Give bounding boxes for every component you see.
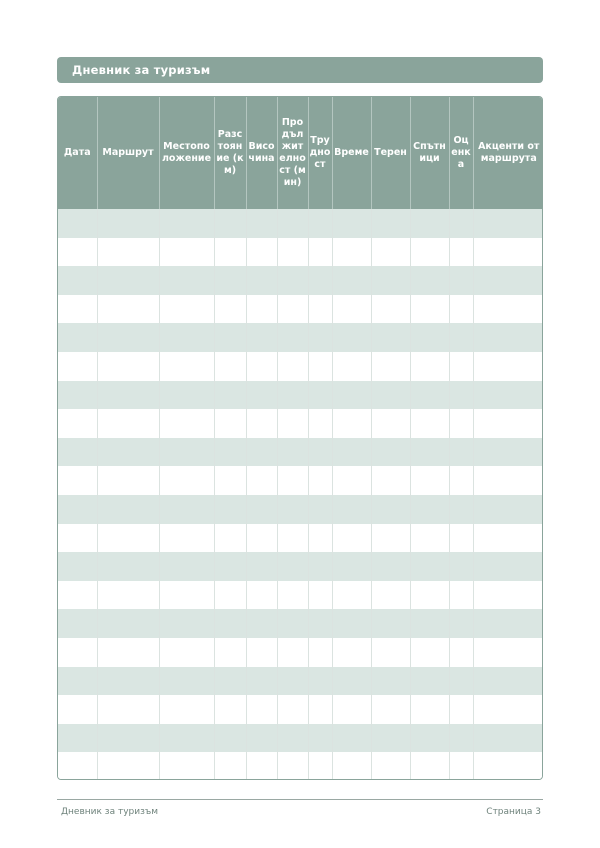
table-row (58, 581, 543, 610)
table-cell[interactable] (246, 238, 277, 267)
table-cell[interactable] (473, 695, 543, 724)
table-cell[interactable] (159, 438, 214, 467)
table-cell[interactable] (449, 438, 473, 467)
table-cell[interactable] (277, 638, 308, 667)
column-header-difficulty: Трудност (308, 97, 332, 209)
table-cell[interactable] (371, 409, 410, 438)
page-number: Страница 3 (486, 807, 541, 817)
table-cell[interactable] (332, 238, 371, 267)
table-cell[interactable] (308, 752, 332, 780)
table-cell[interactable] (97, 266, 159, 295)
table-cell[interactable] (410, 724, 449, 753)
table-row (58, 695, 543, 724)
table-cell[interactable] (332, 695, 371, 724)
table-cell[interactable] (97, 438, 159, 467)
table-cell[interactable] (410, 466, 449, 495)
table-cell[interactable] (308, 266, 332, 295)
table-cell[interactable] (332, 609, 371, 638)
table-cell[interactable] (277, 438, 308, 467)
table-cell[interactable] (97, 295, 159, 324)
table-cell[interactable] (371, 266, 410, 295)
table-cell[interactable] (332, 438, 371, 467)
table-cell[interactable] (473, 581, 543, 610)
table-cell[interactable] (277, 752, 308, 780)
table-cell[interactable] (371, 438, 410, 467)
table-cell[interactable] (159, 381, 214, 410)
table-cell[interactable] (308, 581, 332, 610)
table-cell[interactable] (159, 495, 214, 524)
header-row (58, 97, 543, 209)
table-cell[interactable] (214, 209, 246, 238)
table-cell[interactable] (473, 438, 543, 467)
table-cell[interactable] (308, 352, 332, 381)
table-cell[interactable] (246, 438, 277, 467)
column-header-terrain: Терен (371, 97, 410, 209)
table-cell[interactable] (246, 495, 277, 524)
table-row (58, 323, 543, 352)
table-cell[interactable] (58, 609, 97, 638)
table-cell[interactable] (332, 209, 371, 238)
table-cell[interactable] (449, 323, 473, 352)
table-cell[interactable] (97, 352, 159, 381)
table-cell[interactable] (277, 524, 308, 553)
table-row (58, 495, 543, 524)
table-cell[interactable] (410, 495, 449, 524)
table-cell[interactable] (97, 638, 159, 667)
column-header-location: Местоположение (159, 97, 214, 209)
table-cell[interactable] (246, 323, 277, 352)
table-cell[interactable] (332, 323, 371, 352)
table-cell[interactable] (159, 752, 214, 780)
table-cell[interactable] (473, 209, 543, 238)
table-cell[interactable] (473, 381, 543, 410)
log-table-container (57, 96, 543, 780)
table-cell[interactable] (449, 609, 473, 638)
table-cell[interactable] (246, 552, 277, 581)
table-cell[interactable] (473, 524, 543, 553)
table-cell[interactable] (371, 695, 410, 724)
table-cell[interactable] (449, 466, 473, 495)
table-cell[interactable] (214, 724, 246, 753)
table-cell[interactable] (214, 438, 246, 467)
table-cell[interactable] (97, 752, 159, 780)
table-cell[interactable] (277, 323, 308, 352)
table-cell[interactable] (214, 581, 246, 610)
table-cell[interactable] (308, 524, 332, 553)
table-cell[interactable] (449, 581, 473, 610)
table-row (58, 752, 543, 780)
table-row (58, 295, 543, 324)
table-row (58, 724, 543, 753)
table-cell[interactable] (332, 466, 371, 495)
table-cell[interactable] (58, 323, 97, 352)
table-cell[interactable] (97, 409, 159, 438)
table-cell[interactable] (97, 323, 159, 352)
table-cell[interactable] (371, 466, 410, 495)
column-header-date: Дата (58, 97, 97, 209)
table-cell[interactable] (308, 638, 332, 667)
table-cell[interactable] (58, 352, 97, 381)
table-cell[interactable] (214, 466, 246, 495)
table-cell[interactable] (214, 695, 246, 724)
table-cell[interactable] (308, 695, 332, 724)
table-cell[interactable] (473, 495, 543, 524)
table-cell[interactable] (97, 552, 159, 581)
column-header-duration: Продължителност (мин) (277, 97, 308, 209)
table-cell[interactable] (449, 752, 473, 780)
table-cell[interactable] (159, 266, 214, 295)
table-cell[interactable] (410, 438, 449, 467)
table-row (58, 552, 543, 581)
table-cell[interactable] (449, 524, 473, 553)
table-cell[interactable] (473, 266, 543, 295)
table-row (58, 381, 543, 410)
log-table-body (58, 209, 543, 780)
table-cell[interactable] (97, 381, 159, 410)
table-cell[interactable] (308, 466, 332, 495)
table-cell[interactable] (308, 323, 332, 352)
table-cell[interactable] (58, 238, 97, 267)
table-cell[interactable] (332, 295, 371, 324)
table-cell[interactable] (332, 638, 371, 667)
table-cell[interactable] (449, 667, 473, 696)
table-cell[interactable] (371, 323, 410, 352)
table-cell[interactable] (277, 695, 308, 724)
table-cell[interactable] (159, 409, 214, 438)
table-cell[interactable] (449, 724, 473, 753)
table-cell[interactable] (97, 495, 159, 524)
table-cell[interactable] (246, 409, 277, 438)
table-cell[interactable] (332, 752, 371, 780)
table-cell[interactable] (159, 466, 214, 495)
table-cell[interactable] (214, 552, 246, 581)
table-cell[interactable] (277, 495, 308, 524)
table-cell[interactable] (308, 409, 332, 438)
table-cell[interactable] (159, 352, 214, 381)
table-cell[interactable] (97, 581, 159, 610)
table-row (58, 609, 543, 638)
table-cell[interactable] (410, 667, 449, 696)
table-cell[interactable] (214, 238, 246, 267)
table-cell[interactable] (159, 552, 214, 581)
table-cell[interactable] (214, 495, 246, 524)
table-cell[interactable] (58, 381, 97, 410)
table-cell[interactable] (58, 409, 97, 438)
table-row (58, 438, 543, 467)
table-cell[interactable] (97, 724, 159, 753)
table-cell[interactable] (308, 609, 332, 638)
table-row (58, 524, 543, 553)
table-cell[interactable] (371, 581, 410, 610)
table-row (58, 466, 543, 495)
table-cell[interactable] (58, 438, 97, 467)
table-cell[interactable] (473, 409, 543, 438)
table-cell[interactable] (371, 381, 410, 410)
log-table (58, 97, 543, 780)
table-cell[interactable] (308, 495, 332, 524)
table-cell[interactable] (449, 552, 473, 581)
table-cell[interactable] (332, 524, 371, 553)
table-cell[interactable] (308, 209, 332, 238)
table-cell[interactable] (58, 724, 97, 753)
footer-divider (57, 799, 543, 800)
table-cell[interactable] (58, 752, 97, 780)
table-cell[interactable] (214, 295, 246, 324)
column-header-rating: Оценка (449, 97, 473, 209)
table-cell[interactable] (410, 409, 449, 438)
table-cell[interactable] (159, 667, 214, 696)
column-header-route: Маршрут (97, 97, 159, 209)
table-cell[interactable] (449, 209, 473, 238)
table-cell[interactable] (371, 209, 410, 238)
table-cell[interactable] (371, 295, 410, 324)
table-cell[interactable] (58, 667, 97, 696)
table-cell[interactable] (332, 352, 371, 381)
table-cell[interactable] (371, 609, 410, 638)
table-cell[interactable] (332, 495, 371, 524)
table-cell[interactable] (371, 524, 410, 553)
table-cell[interactable] (214, 266, 246, 295)
table-cell[interactable] (410, 209, 449, 238)
table-cell[interactable] (449, 238, 473, 267)
table-row (58, 266, 543, 295)
footer-title: Дневник за туризъм (61, 807, 159, 817)
table-cell[interactable] (159, 524, 214, 553)
table-cell[interactable] (308, 552, 332, 581)
table-cell[interactable] (410, 695, 449, 724)
table-cell[interactable] (277, 724, 308, 753)
table-cell[interactable] (332, 724, 371, 753)
table-cell[interactable] (410, 552, 449, 581)
table-cell[interactable] (308, 238, 332, 267)
table-cell[interactable] (473, 724, 543, 753)
table-cell[interactable] (308, 667, 332, 696)
table-cell[interactable] (97, 238, 159, 267)
table-cell[interactable] (332, 409, 371, 438)
column-header-weather: Време (332, 97, 371, 209)
table-row (58, 352, 543, 381)
table-cell[interactable] (246, 524, 277, 553)
table-cell[interactable] (159, 724, 214, 753)
table-cell[interactable] (246, 209, 277, 238)
table-cell[interactable] (277, 381, 308, 410)
table-cell[interactable] (159, 695, 214, 724)
table-cell[interactable] (308, 381, 332, 410)
table-cell[interactable] (58, 295, 97, 324)
table-cell[interactable] (214, 524, 246, 553)
table-cell[interactable] (308, 295, 332, 324)
table-cell[interactable] (58, 524, 97, 553)
table-cell[interactable] (449, 295, 473, 324)
table-cell[interactable] (277, 238, 308, 267)
column-header-companions: Спътници (410, 97, 449, 209)
table-cell[interactable] (473, 552, 543, 581)
table-cell[interactable] (332, 266, 371, 295)
table-cell[interactable] (410, 323, 449, 352)
table-cell[interactable] (159, 238, 214, 267)
table-cell[interactable] (410, 238, 449, 267)
table-cell[interactable] (449, 352, 473, 381)
table-row (58, 409, 543, 438)
table-cell[interactable] (371, 752, 410, 780)
table-cell[interactable] (332, 667, 371, 696)
table-cell[interactable] (277, 209, 308, 238)
table-cell[interactable] (410, 752, 449, 780)
table-cell[interactable] (410, 381, 449, 410)
table-cell[interactable] (246, 724, 277, 753)
table-cell[interactable] (371, 495, 410, 524)
table-cell[interactable] (473, 609, 543, 638)
table-cell[interactable] (246, 609, 277, 638)
table-cell[interactable] (58, 638, 97, 667)
page-title: Дневник за туризъм (72, 63, 211, 77)
table-cell[interactable] (246, 352, 277, 381)
table-cell[interactable] (473, 466, 543, 495)
table-cell[interactable] (277, 466, 308, 495)
table-cell[interactable] (332, 552, 371, 581)
table-row (58, 638, 543, 667)
table-cell[interactable] (277, 609, 308, 638)
table-cell[interactable] (246, 266, 277, 295)
table-cell[interactable] (97, 209, 159, 238)
table-cell[interactable] (473, 638, 543, 667)
table-cell[interactable] (159, 609, 214, 638)
table-cell[interactable] (449, 695, 473, 724)
table-cell[interactable] (214, 381, 246, 410)
table-cell[interactable] (214, 409, 246, 438)
table-cell[interactable] (449, 409, 473, 438)
table-cell[interactable] (246, 695, 277, 724)
table-cell[interactable] (308, 724, 332, 753)
table-cell[interactable] (371, 552, 410, 581)
table-cell[interactable] (473, 752, 543, 780)
table-cell[interactable] (246, 581, 277, 610)
table-cell[interactable] (97, 667, 159, 696)
table-cell[interactable] (97, 695, 159, 724)
table-cell[interactable] (159, 209, 214, 238)
table-cell[interactable] (246, 295, 277, 324)
table-cell[interactable] (246, 752, 277, 780)
table-cell[interactable] (214, 323, 246, 352)
table-cell[interactable] (410, 266, 449, 295)
table-cell[interactable] (410, 524, 449, 553)
table-row (58, 238, 543, 267)
table-cell[interactable] (246, 466, 277, 495)
table-cell[interactable] (473, 238, 543, 267)
table-cell[interactable] (246, 638, 277, 667)
table-cell[interactable] (214, 752, 246, 780)
table-cell[interactable] (410, 295, 449, 324)
table-cell[interactable] (277, 409, 308, 438)
table-cell[interactable] (371, 352, 410, 381)
table-cell[interactable] (214, 609, 246, 638)
column-header-distance: Разстояние (км) (214, 97, 246, 209)
table-cell[interactable] (449, 495, 473, 524)
table-cell[interactable] (277, 266, 308, 295)
table-cell[interactable] (58, 581, 97, 610)
table-cell[interactable] (277, 581, 308, 610)
table-cell[interactable] (246, 667, 277, 696)
table-cell[interactable] (371, 667, 410, 696)
column-header-elevation: Височина (246, 97, 277, 209)
table-cell[interactable] (97, 524, 159, 553)
table-cell[interactable] (214, 638, 246, 667)
table-cell[interactable] (97, 609, 159, 638)
table-cell[interactable] (58, 495, 97, 524)
table-cell[interactable] (410, 352, 449, 381)
table-cell[interactable] (58, 695, 97, 724)
column-header-highlights: Акценти от маршрута (473, 97, 543, 209)
table-cell[interactable] (449, 266, 473, 295)
table-cell[interactable] (332, 381, 371, 410)
table-cell[interactable] (277, 667, 308, 696)
table-cell[interactable] (449, 381, 473, 410)
table-cell[interactable] (371, 638, 410, 667)
table-cell[interactable] (308, 438, 332, 467)
table-cell[interactable] (58, 209, 97, 238)
table-cell[interactable] (473, 323, 543, 352)
table-cell[interactable] (58, 266, 97, 295)
table-cell[interactable] (371, 724, 410, 753)
table-cell[interactable] (214, 667, 246, 696)
title-bar (57, 57, 543, 83)
table-cell[interactable] (473, 667, 543, 696)
table-cell[interactable] (277, 295, 308, 324)
table-cell[interactable] (97, 466, 159, 495)
table-cell[interactable] (159, 581, 214, 610)
table-cell[interactable] (410, 638, 449, 667)
table-cell[interactable] (332, 581, 371, 610)
table-row (58, 209, 543, 238)
table-cell[interactable] (58, 552, 97, 581)
table-cell[interactable] (159, 638, 214, 667)
table-cell[interactable] (214, 352, 246, 381)
table-cell[interactable] (371, 238, 410, 267)
table-cell[interactable] (58, 466, 97, 495)
table-cell[interactable] (473, 295, 543, 324)
table-cell[interactable] (246, 381, 277, 410)
table-cell[interactable] (159, 323, 214, 352)
table-cell[interactable] (449, 638, 473, 667)
table-cell[interactable] (473, 352, 543, 381)
table-cell[interactable] (410, 609, 449, 638)
table-cell[interactable] (410, 581, 449, 610)
table-cell[interactable] (277, 552, 308, 581)
table-cell[interactable] (277, 352, 308, 381)
table-row (58, 667, 543, 696)
table-cell[interactable] (159, 295, 214, 324)
